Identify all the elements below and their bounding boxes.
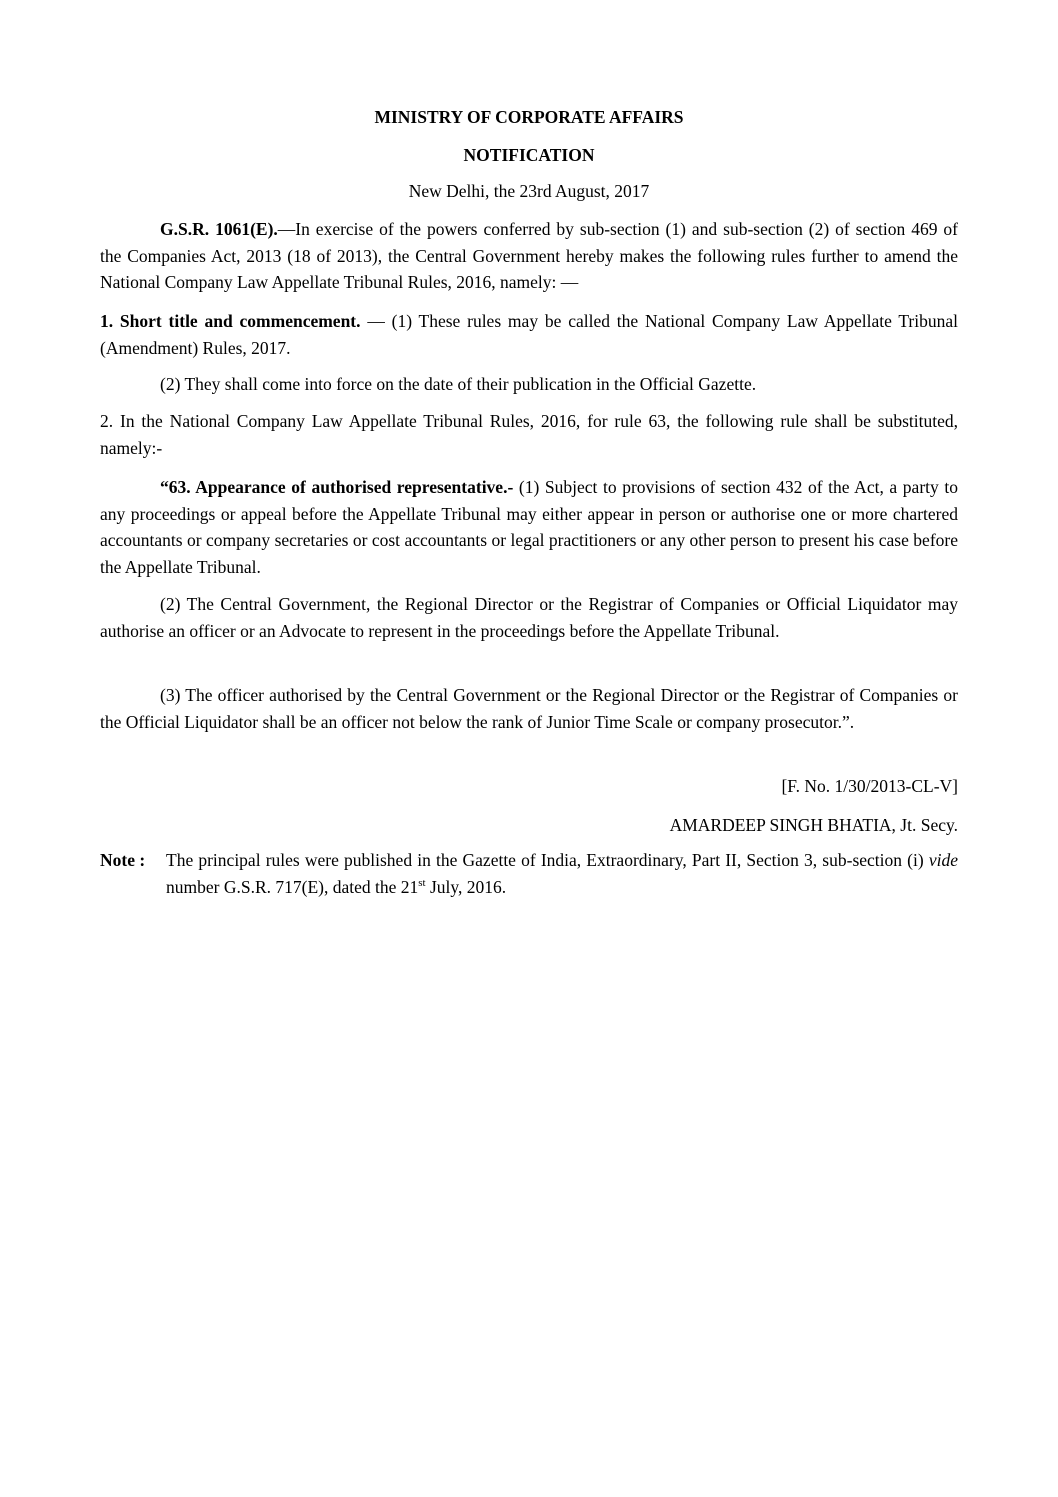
- signatory: AMARDEEP SINGH BHATIA, Jt. Secy.: [669, 815, 958, 835]
- vide-word: vide: [928, 850, 958, 870]
- preamble-text: —In exercise of the powers conferred by sub-section (1) and sub-section (2) of section 469 of the Companies Act, 2013 (18 of 2013), the Central Government hereby makes the following rules further to amend the National Company Law Appellate Tribunal Rules, 2016, namely: —: [100, 219, 958, 292]
- file-number: [F. No. 1/30/2013-CL-V]: [781, 776, 958, 796]
- note-label: Note :: [100, 850, 146, 870]
- rule-63-sub-3: (3) The officer authorised by the Central Government or the Regional Director or the Registrar of Companies or the Official Liquidator shall be an officer not below the rank of Junior Time Scale or company prosecutor.”.: [100, 685, 958, 732]
- rule-1-sub-2: (2) They shall come into force on the date of their publication in the Official Gazette.: [160, 374, 757, 394]
- dateline: New Delhi, the 23rd August, 2017: [408, 181, 650, 201]
- notification-title: NOTIFICATION: [463, 145, 595, 165]
- note-text-part: number G.S.R. 717(E), dated the 21: [166, 876, 419, 897]
- note-text-part: July, 2016.: [425, 876, 507, 897]
- note-text: [166, 847, 958, 900]
- rule-63-paragraph: [100, 474, 958, 580]
- ministry-heading: MINISTRY OF CORPORATE AFFAIRS: [374, 107, 684, 127]
- rule-63-heading: “63. Appearance of authorised representative.-: [160, 477, 514, 497]
- gsr-reference: G.S.R. 1061(E).: [160, 219, 278, 239]
- note-text-part: The principal rules were published in the Gazette of India, Extraordinary, Part II, Section 3, sub-section (i): [166, 850, 929, 870]
- rule-1-paragraph: [100, 308, 958, 361]
- rule-63-sub-2: (2) The Central Government, the Regional Director or the Registrar of Companies or Official Liquidator may authorise an officer or an Advocate to represent in the proceedings before the Appellate Tribunal.: [100, 594, 958, 641]
- rule-1-heading: 1. Short title and commencement.: [100, 311, 361, 331]
- rule-2-paragraph: 2. In the National Company Law Appellate Tribunal Rules, 2016, for rule 63, the following rule shall be substituted, namely:-: [100, 411, 958, 458]
- ordinal-suffix: st: [418, 876, 426, 889]
- rule-1-text: — (1) These rules may be called the National Company Law Appellate Tribunal (Amendment) Rules, 2017.: [100, 311, 958, 358]
- rule-63-text: (1) Subject to provisions of section 432 of the Act, a party to any proceedings or appeal before the Appellate Tribunal may either appear in person or authorise one or more chartered accountants or company secretaries or cost accountants or legal practitioners or any other person to present his case before the Appellate Tribunal.: [100, 477, 958, 577]
- preamble-paragraph: [100, 216, 958, 296]
- note-block: [100, 847, 958, 900]
